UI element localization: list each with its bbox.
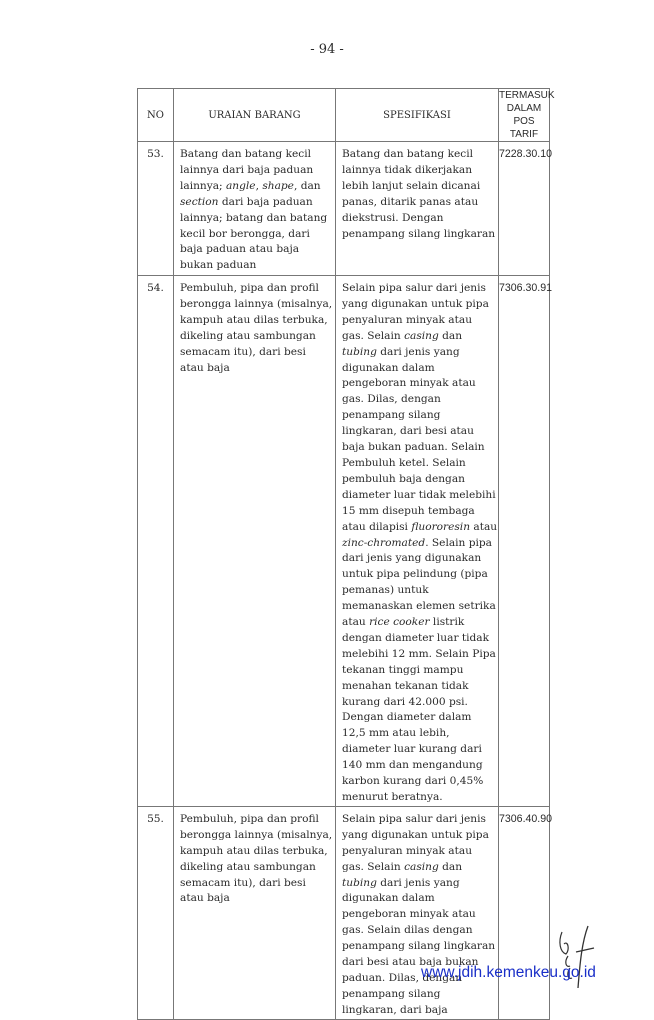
header-uraian: URAIAN BARANG [174,89,336,142]
text-line: baja paduan atau baja [180,243,300,256]
text-line: Selain pipa salur dari jenis [342,282,486,294]
text-line: penyaluran minyak atau [342,313,473,326]
text-segment: , [255,179,263,192]
text-line: penampang silang [342,409,441,422]
text-line: dikeling atau sambungan [180,860,316,873]
text-segment: gas. Selain [342,329,405,342]
row-number: 54. [138,276,174,807]
text-line: baja bukan paduan. Selain [342,441,485,454]
italic-term: tubing [342,876,377,889]
text-line: panas, ditarik panas atau [342,195,479,208]
text-line: pembuluh baja dengan [342,472,465,485]
text-line: Batang dan batang kecil [180,148,311,160]
text-line: menurut beratnya. [342,791,443,803]
cell-spesifikasi [336,142,499,276]
text-line [342,615,494,631]
footer-url-link[interactable]: www.jdih.kemenkeu.go.id [421,964,596,981]
text-line: gas. Selain dilas dengan [342,924,473,937]
text-line: pengeboran minyak atau [342,908,476,921]
text-line: lainnya dari baja paduan [180,163,314,176]
text-line: Dengan diameter dalam [342,711,472,724]
text-line [342,329,494,345]
cell-tarif-code: 7306.40.90 [499,806,550,1019]
text-line: lingkaran, dari besi atau [342,425,474,438]
text-line: melebihi 12 mm. Selain Pipa [342,647,496,660]
text-line: pengeboran minyak atau [342,377,476,390]
text-line: paduan. Dilas, dengan [342,971,463,984]
text-line: penampang silang [342,987,441,1000]
text-segment: listrik [429,616,465,629]
text-line: 15 mm disepuh tembaga [342,504,475,517]
text-segment: dan [438,329,463,342]
text-segment: dari jenis yang [376,345,460,358]
cell-spesifikasi [336,806,499,1019]
text-line: penyaluran minyak atau [342,844,473,857]
text-segment: atau [470,520,498,533]
text-line: diameter luar kurang dari [342,743,482,756]
italic-term: rice cooker [369,616,430,629]
text-line: diameter luar tidak melebihi [342,488,496,501]
text-line: 12,5 mm atau lebih, [342,727,450,740]
text-line: dikeling atau sambungan [180,329,316,342]
cell-spesifikasi [336,276,499,807]
row-number: 55. [138,806,174,1019]
row-number: 53. [138,142,174,276]
text-line: digunakan dalam [342,892,435,905]
cell-uraian [174,142,336,276]
text-line: Batang dan batang kecil [342,148,473,160]
table-row [138,142,550,276]
cell-tarif-code: 7228.30.10 [499,142,550,276]
text-line: digunakan dalam [342,361,435,374]
text-line [342,345,494,361]
text-line: kampuh atau dilas terbuka, [180,313,328,326]
text-line: yang digunakan untuk pipa [342,828,489,841]
italic-term: fluororesin [411,520,471,533]
text-line: atau baja [180,892,230,905]
text-segment: dan [438,860,463,873]
text-line: berongga lainnya (misalnya, [180,297,333,310]
text-line [342,876,494,892]
text-segment: dari jenis yang [376,876,460,889]
text-line: semacam itu), dari besi [180,345,306,358]
table-header-row [138,89,550,142]
text-segment: gas. Selain [342,860,405,873]
header-tarif [499,89,555,142]
cell-uraian [174,806,336,1019]
tariff-table [137,88,555,1020]
text-line: untuk pipa pelindung (pipa [342,568,488,581]
text-line: dari besi atau baja bukan [342,956,479,969]
italic-term: angle [225,179,256,192]
text-line [342,520,498,536]
cell-uraian [174,276,336,807]
text-line: penampang silang lingkaran [342,940,496,953]
text-line: bukan paduan [180,259,257,272]
text-line: memanaskan elemen setrika [342,600,496,613]
text-line: pemanas) untuk [342,584,429,597]
text-line: kurang dari 42.000 psi. [342,695,468,708]
italic-term: casing [404,329,439,342]
italic-term: shape [262,179,294,192]
text-line: kampuh atau dilas terbuka, [180,844,328,857]
text-segment: . Selain pipa [425,536,492,549]
text-line: Pembuluh, pipa dan profil [180,812,319,825]
header-tarif-line: POS TARIF [509,116,539,140]
header-tarif-line: DALAM [506,103,542,114]
text-segment: , dan [293,179,321,192]
text-line: gas. Dilas, dengan [342,393,441,406]
cell-tarif-code: 7306.30.91 [499,276,550,807]
text-line [180,179,331,195]
text-line: penampang silang lingkaran [342,227,496,240]
text-line: Selain pipa salur dari jenis [342,812,486,825]
table-row [138,276,550,807]
text-line: karbon kurang dari 0,45% [342,775,484,788]
text-segment: atau dilapisi [342,520,412,533]
text-line: lainnya tidak dikerjakan [342,163,473,176]
text-line: menahan tekanan tidak [342,679,469,692]
text-line: dengan diameter luar tidak [342,631,490,644]
text-segment: dari baja paduan [218,195,313,208]
text-line: diekstrusi. Dengan [342,211,444,224]
text-segment: lainnya; [180,179,226,192]
table-row [138,806,550,1019]
text-line: 140 mm dan mengandung [342,759,483,772]
text-line: semacam itu), dari besi [180,876,306,889]
text-line: lainnya; batang dan batang [180,211,328,224]
text-line: tekanan tinggi mampu [342,663,464,676]
italic-term: zinc-chromated [342,536,426,549]
text-line [180,195,331,211]
text-line: Pembuluh, pipa dan profil [180,282,319,294]
text-line: atau baja [180,361,230,374]
italic-term: tubing [342,345,377,358]
text-segment: atau [342,616,370,629]
italic-term: section [180,195,219,208]
text-line [342,536,494,552]
text-line: lebih lanjut selain dicanai [342,179,481,192]
text-line: kecil bor berongga, dari [180,227,310,240]
text-line: yang digunakan untuk pipa [342,297,489,310]
header-no: NO [138,89,174,142]
text-line: lingkaran, dari baja [342,1003,448,1016]
text-line: dari jenis yang digunakan [342,552,482,565]
header-tarif-line: TERMASUK [499,90,555,101]
text-line [342,860,494,876]
text-line: berongga lainnya (misalnya, [180,828,333,841]
page-number: - 94 - [310,42,344,57]
header-spesifikasi: SPESIFIKASI [336,89,499,142]
text-line: Pembuluh ketel. Selain [342,456,466,469]
italic-term: casing [404,860,439,873]
